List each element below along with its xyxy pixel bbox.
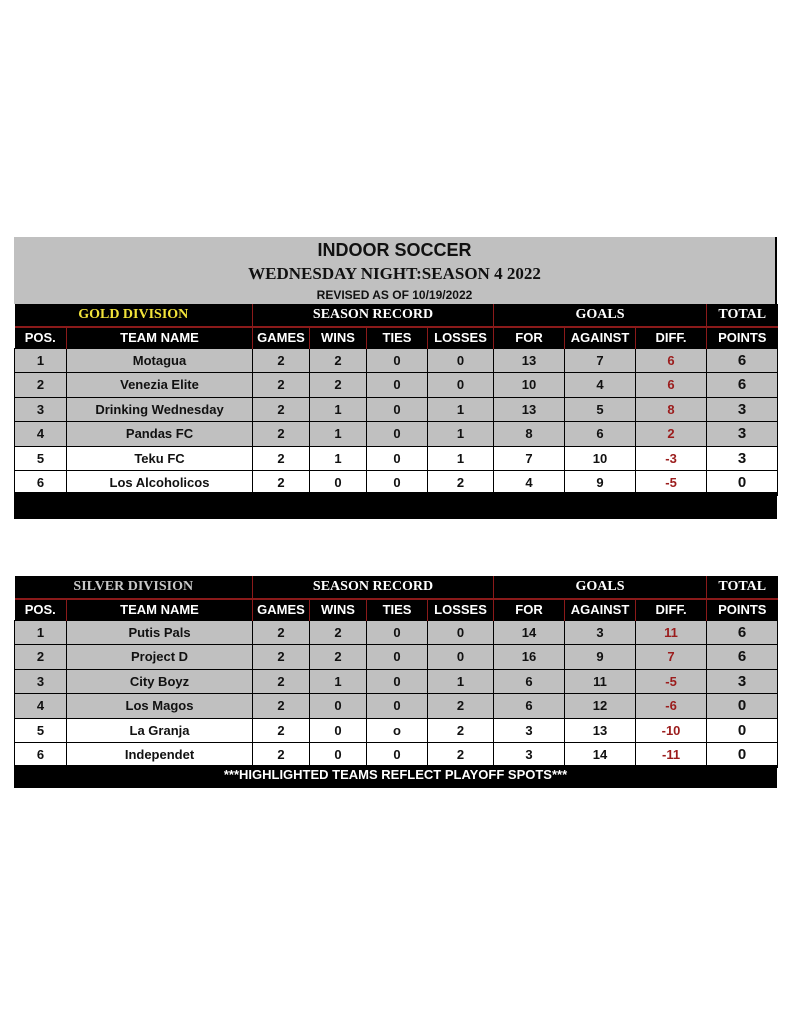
games-cell: 2 — [253, 348, 310, 373]
games-cell: 2 — [253, 446, 310, 471]
wins-cell: 0 — [310, 694, 367, 719]
goals-against-cell: 7 — [565, 348, 636, 373]
goals-for-cell: 13 — [494, 397, 565, 422]
pos-cell: 2 — [15, 645, 67, 670]
losses-cell: 1 — [428, 397, 494, 422]
season-record-header: SEASON RECORD — [253, 304, 494, 327]
goals-against-cell: 12 — [565, 694, 636, 719]
ties-cell: 0 — [367, 397, 428, 422]
goals-for-cell: 8 — [494, 422, 565, 447]
pos-cell: 5 — [15, 718, 67, 743]
col-diff: DIFF. — [636, 327, 707, 348]
losses-cell: 0 — [428, 645, 494, 670]
points-cell: 6 — [707, 620, 778, 645]
losses-cell: 1 — [428, 669, 494, 694]
silver-standings-sheet — [14, 576, 777, 788]
col-points: POINTS — [707, 327, 778, 348]
games-cell: 2 — [253, 620, 310, 645]
col-for: FOR — [494, 599, 565, 620]
ties-cell: 0 — [367, 446, 428, 471]
goals-header: GOALS — [494, 576, 707, 599]
playoff-note: ***HIGHLIGHTED TEAMS REFLECT PLAYOFF SPOTS*** — [14, 765, 777, 788]
wins-cell: 2 — [310, 348, 367, 373]
pos-cell: 4 — [15, 694, 67, 719]
games-cell: 2 — [253, 718, 310, 743]
goals-against-cell: 11 — [565, 669, 636, 694]
points-cell: 0 — [707, 718, 778, 743]
goal-diff-cell: 7 — [636, 645, 707, 670]
ties-cell: 0 — [367, 471, 428, 496]
ties-cell: 0 — [367, 373, 428, 398]
goals-against-cell: 3 — [565, 620, 636, 645]
wins-cell: 2 — [310, 645, 367, 670]
col-wins: WINS — [310, 327, 367, 348]
points-cell: 0 — [707, 471, 778, 496]
table-row — [15, 718, 778, 743]
games-cell: 2 — [253, 694, 310, 719]
losses-cell: 2 — [428, 718, 494, 743]
page-subtitle: WEDNESDAY NIGHT:SEASON 4 2022 — [248, 264, 541, 283]
col-wins: WINS — [310, 599, 367, 620]
goal-diff-cell: 11 — [636, 620, 707, 645]
points-cell: 0 — [707, 743, 778, 768]
pos-cell: 2 — [15, 373, 67, 398]
group-header-row — [15, 576, 778, 599]
games-cell: 2 — [253, 471, 310, 496]
wins-cell: 0 — [310, 743, 367, 768]
ties-cell: 0 — [367, 348, 428, 373]
losses-cell: 2 — [428, 694, 494, 719]
points-cell: 3 — [707, 422, 778, 447]
pos-cell: 3 — [15, 669, 67, 694]
wins-cell: 1 — [310, 422, 367, 447]
wins-cell: 1 — [310, 397, 367, 422]
team-name-cell: Teku FC — [67, 446, 253, 471]
goal-diff-cell: 8 — [636, 397, 707, 422]
table-row — [15, 694, 778, 719]
gold-standings-sheet — [14, 237, 777, 519]
silver-standings-table — [14, 576, 778, 768]
gold-standings-table — [14, 304, 778, 496]
col-team-name: TEAM NAME — [67, 327, 253, 348]
col-ties: TIES — [367, 599, 428, 620]
gold-footer-bar — [14, 492, 777, 519]
goals-for-cell: 13 — [494, 348, 565, 373]
silver-rows — [15, 620, 778, 767]
col-diff: DIFF. — [636, 599, 707, 620]
goal-diff-cell: 6 — [636, 373, 707, 398]
goals-for-cell: 6 — [494, 694, 565, 719]
col-losses: LOSSES — [428, 327, 494, 348]
ties-cell: 0 — [367, 645, 428, 670]
col-ties: TIES — [367, 327, 428, 348]
division-label: GOLD DIVISION — [15, 304, 253, 327]
goal-diff-cell: -11 — [636, 743, 707, 768]
table-row — [15, 373, 778, 398]
ties-cell: 0 — [367, 694, 428, 719]
losses-cell: 0 — [428, 373, 494, 398]
goal-diff-cell: 6 — [636, 348, 707, 373]
points-cell: 3 — [707, 397, 778, 422]
points-cell: 3 — [707, 669, 778, 694]
table-row — [15, 422, 778, 447]
goal-diff-cell: -6 — [636, 694, 707, 719]
team-name-cell: Independet — [67, 743, 253, 768]
gold-rows — [15, 348, 778, 495]
losses-cell: 2 — [428, 743, 494, 768]
points-cell: 6 — [707, 373, 778, 398]
points-cell: 3 — [707, 446, 778, 471]
col-games: GAMES — [253, 327, 310, 348]
pos-cell: 6 — [15, 743, 67, 768]
team-name-cell: Motagua — [67, 348, 253, 373]
goals-for-cell: 6 — [494, 669, 565, 694]
goals-for-cell: 10 — [494, 373, 565, 398]
goals-against-cell: 14 — [565, 743, 636, 768]
wins-cell: 2 — [310, 620, 367, 645]
team-name-cell: Project D — [67, 645, 253, 670]
table-row — [15, 397, 778, 422]
pos-cell: 5 — [15, 446, 67, 471]
goals-against-cell: 13 — [565, 718, 636, 743]
goals-against-cell: 10 — [565, 446, 636, 471]
losses-cell: 0 — [428, 348, 494, 373]
total-header: TOTAL — [707, 304, 778, 327]
games-cell: 2 — [253, 669, 310, 694]
table-row — [15, 743, 778, 768]
division-label: SILVER DIVISION — [15, 576, 253, 599]
col-against: AGAINST — [565, 599, 636, 620]
table-row — [15, 620, 778, 645]
goals-against-cell: 4 — [565, 373, 636, 398]
team-name-cell: Los Magos — [67, 694, 253, 719]
wins-cell: 1 — [310, 446, 367, 471]
goal-diff-cell: -5 — [636, 471, 707, 496]
losses-cell: 1 — [428, 422, 494, 447]
ties-cell: 0 — [367, 422, 428, 447]
points-cell: 6 — [707, 348, 778, 373]
goals-against-cell: 9 — [565, 645, 636, 670]
games-cell: 2 — [253, 645, 310, 670]
col-games: GAMES — [253, 599, 310, 620]
goals-for-cell: 16 — [494, 645, 565, 670]
ties-cell: o — [367, 718, 428, 743]
wins-cell: 0 — [310, 471, 367, 496]
games-cell: 2 — [253, 397, 310, 422]
col-losses: LOSSES — [428, 599, 494, 620]
losses-cell: 1 — [428, 446, 494, 471]
col-team-name: TEAM NAME — [67, 599, 253, 620]
team-name-cell: City Boyz — [67, 669, 253, 694]
games-cell: 2 — [253, 373, 310, 398]
losses-cell: 2 — [428, 471, 494, 496]
goal-diff-cell: -10 — [636, 718, 707, 743]
team-name-cell: Los Alcoholicos — [67, 471, 253, 496]
goal-diff-cell: -3 — [636, 446, 707, 471]
pos-cell: 3 — [15, 397, 67, 422]
goals-against-cell: 5 — [565, 397, 636, 422]
col-pos: POS. — [15, 599, 67, 620]
goal-diff-cell: 2 — [636, 422, 707, 447]
goal-diff-cell: -5 — [636, 669, 707, 694]
goals-for-cell: 4 — [494, 471, 565, 496]
pos-cell: 1 — [15, 348, 67, 373]
team-name-cell: Pandas FC — [67, 422, 253, 447]
table-row — [15, 645, 778, 670]
losses-cell: 0 — [428, 620, 494, 645]
table-row — [15, 348, 778, 373]
games-cell: 2 — [253, 422, 310, 447]
goals-against-cell: 6 — [565, 422, 636, 447]
page-title: INDOOR SOCCER — [317, 240, 472, 260]
goals-header: GOALS — [494, 304, 707, 327]
goals-against-cell: 9 — [565, 471, 636, 496]
team-name-cell: Venezia Elite — [67, 373, 253, 398]
ties-cell: 0 — [367, 743, 428, 768]
goals-for-cell: 3 — [494, 718, 565, 743]
col-pos: POS. — [15, 327, 67, 348]
col-for: FOR — [494, 327, 565, 348]
points-cell: 0 — [707, 694, 778, 719]
ties-cell: 0 — [367, 669, 428, 694]
points-cell: 6 — [707, 645, 778, 670]
wins-cell: 0 — [310, 718, 367, 743]
table-row — [15, 446, 778, 471]
games-cell: 2 — [253, 743, 310, 768]
pos-cell: 1 — [15, 620, 67, 645]
title-banner — [14, 237, 777, 304]
goals-for-cell: 7 — [494, 446, 565, 471]
team-name-cell: Putis Pals — [67, 620, 253, 645]
wins-cell: 1 — [310, 669, 367, 694]
pos-cell: 6 — [15, 471, 67, 496]
pos-cell: 4 — [15, 422, 67, 447]
column-header-row — [15, 327, 778, 348]
table-row — [15, 669, 778, 694]
wins-cell: 2 — [310, 373, 367, 398]
col-against: AGAINST — [565, 327, 636, 348]
col-points: POINTS — [707, 599, 778, 620]
total-header: TOTAL — [707, 576, 778, 599]
goals-for-cell: 14 — [494, 620, 565, 645]
goals-for-cell: 3 — [494, 743, 565, 768]
season-record-header: SEASON RECORD — [253, 576, 494, 599]
revised-date: REVISED AS OF 10/19/2022 — [316, 288, 473, 302]
team-name-cell: La Granja — [67, 718, 253, 743]
ties-cell: 0 — [367, 620, 428, 645]
team-name-cell: Drinking Wednesday — [67, 397, 253, 422]
column-header-row — [15, 599, 778, 620]
group-header-row — [15, 304, 778, 327]
